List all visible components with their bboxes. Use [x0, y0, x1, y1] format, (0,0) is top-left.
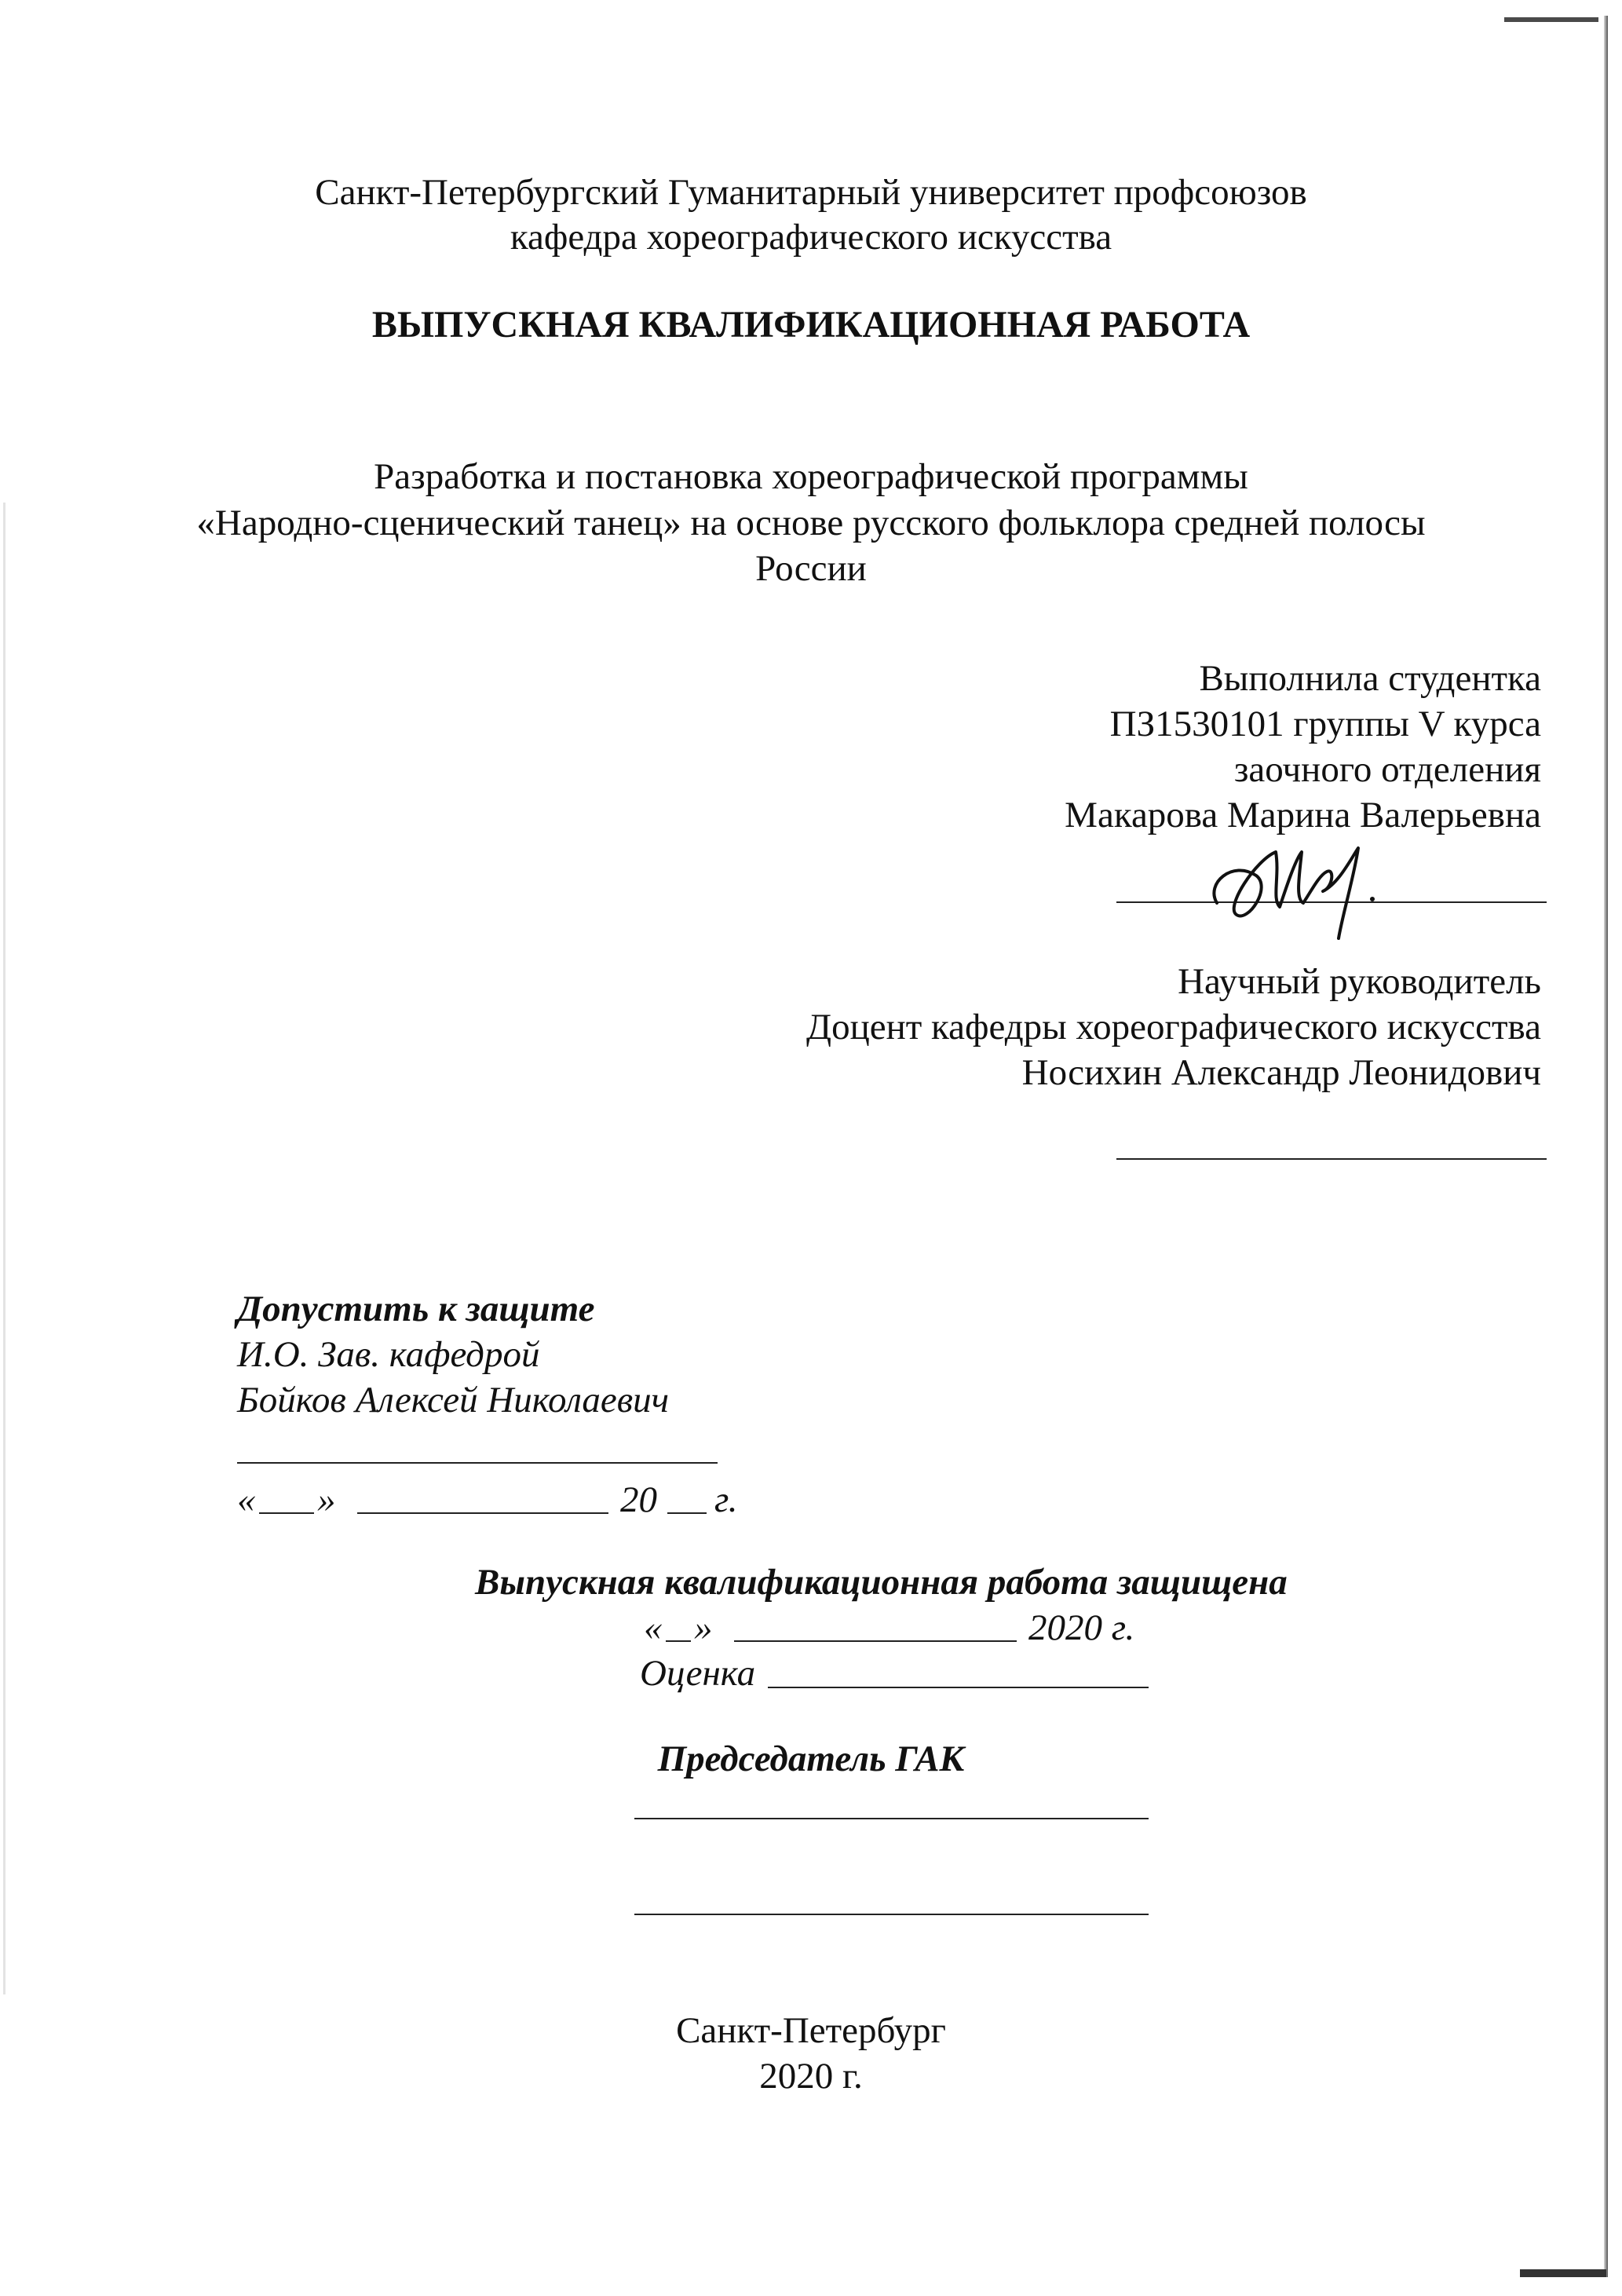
defense-heading: Выпускная квалификационная работа защищена: [475, 1562, 1288, 1603]
commission-signature-line-2: [634, 1914, 1149, 1915]
department-name: кафедра хореографического искусства: [510, 217, 1112, 258]
defense-day-blank: [666, 1640, 691, 1642]
student-name: Макарова Марина Валерьевна: [1065, 795, 1541, 835]
admission-year-blank: [667, 1512, 707, 1514]
scan-edge-mark-top: [1504, 17, 1598, 22]
supervisor-label: Научный руководитель: [1178, 961, 1541, 1002]
admission-heading: Допустить к защите: [237, 1289, 595, 1329]
student-label: Выполнила студентка: [1199, 658, 1541, 699]
admission-name: Бойков Алексей Николаевич: [237, 1380, 670, 1420]
defense-month-blank: [734, 1640, 1017, 1642]
admission-date-close-quote: »: [317, 1479, 336, 1520]
admission-year-prefix: 20: [620, 1479, 657, 1520]
student-department: заочного отделения: [1233, 749, 1541, 790]
student-group: ПЗ1530101 группы V курса: [1109, 704, 1541, 744]
defense-date-close-quote: »: [694, 1607, 713, 1648]
admission-day-blank: [259, 1512, 314, 1514]
defense-year: 2020 г.: [1028, 1607, 1135, 1648]
student-signature: [1201, 828, 1382, 946]
supervisor-name: Носихин Александр Леонидович: [1021, 1052, 1541, 1093]
admission-role: И.О. Зав. кафедрой: [237, 1334, 540, 1375]
supervisor-position: Доцент кафедры хореографического искусства: [806, 1007, 1541, 1047]
commission-signature-line-1: [634, 1818, 1149, 1819]
admission-date-open-quote: «: [237, 1479, 256, 1520]
admission-year-suffix: г.: [714, 1479, 738, 1520]
footer-year: 2020 г.: [759, 2056, 863, 2097]
defense-grade-blank: [768, 1687, 1149, 1688]
defense-grade-label: Оценка: [640, 1653, 756, 1694]
defense-date-open-quote: «: [644, 1607, 663, 1648]
title-line-2: «Народно-сценический танец» на основе русского фольклора средней полосы: [196, 503, 1426, 543]
admission-signature-line: [237, 1462, 718, 1464]
admission-month-blank: [357, 1512, 608, 1514]
commission-heading: Председатель ГАК: [657, 1738, 965, 1779]
supervisor-signature-line: [1116, 1158, 1547, 1160]
work-type-heading: ВЫПУСКНАЯ КВАЛИФИКАЦИОННАЯ РАБОТА: [371, 304, 1251, 345]
scan-edge-right: [1604, 16, 1608, 2277]
title-line-1: Разработка и постановка хореографической программы: [374, 456, 1248, 497]
scan-edge-mark-bottom: [1520, 2269, 1606, 2277]
university-name: Санкт-Петербургский Гуманитарный университет профсоюзов: [315, 172, 1307, 213]
title-line-3: России: [755, 548, 867, 589]
footer-city: Санкт-Петербург: [676, 2010, 946, 2051]
